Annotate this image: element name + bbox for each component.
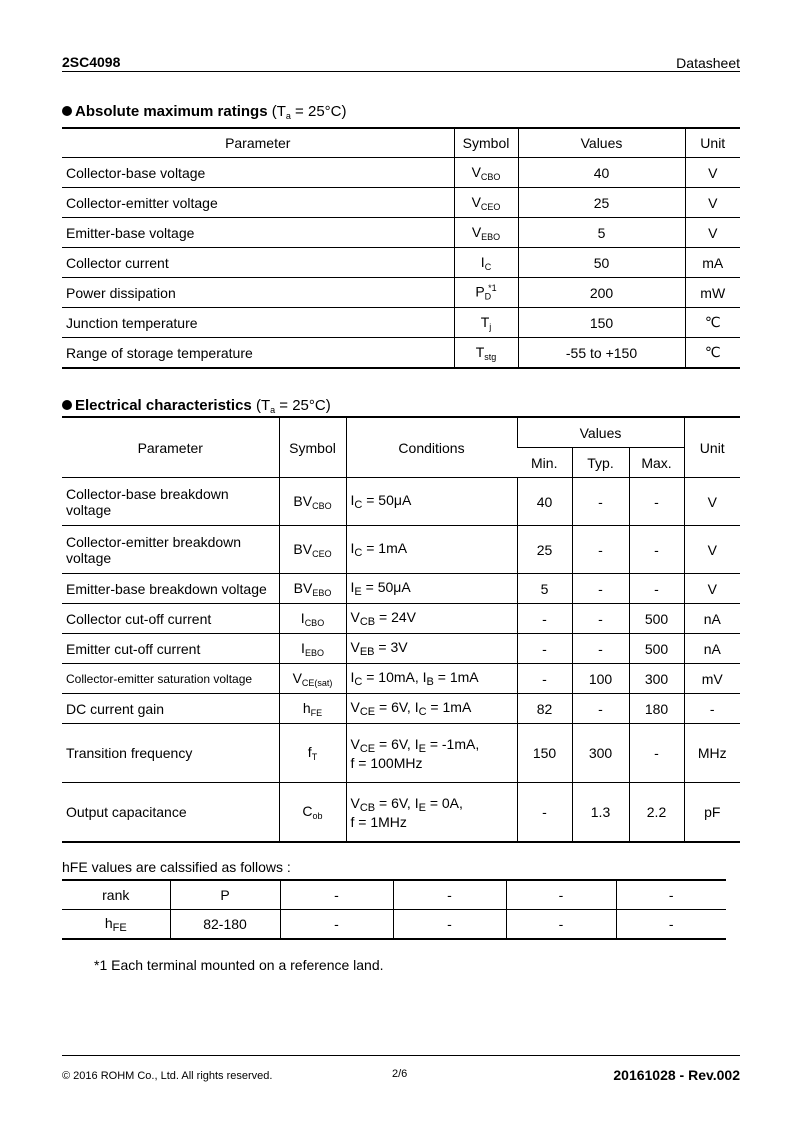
ec-unit: nA (684, 604, 740, 634)
symbol-subscript: CEO (312, 548, 332, 559)
symbol-base: I (480, 253, 485, 270)
hfe-subscript: FE (112, 921, 127, 934)
symbol-base: T (475, 343, 485, 360)
ec-unit: mV (684, 664, 740, 694)
footer-divider (62, 1055, 740, 1056)
symbol-subscript: EBO (312, 587, 332, 598)
symbol-base: I (300, 609, 305, 626)
ec-row (62, 664, 740, 694)
ec-conditions (346, 783, 517, 843)
condition-line (351, 736, 513, 755)
ec-conditions (346, 694, 517, 724)
ec-typ: - (572, 604, 629, 634)
amr-unit: V (685, 158, 740, 188)
amr-unit: V (685, 188, 740, 218)
ec-row (62, 724, 740, 783)
condition-subscript: C (354, 676, 363, 688)
condition-symbol: I (414, 794, 419, 811)
hfe-value-cell: - (280, 910, 393, 940)
ec-min: - (517, 604, 572, 634)
amr-unit: V (685, 218, 740, 248)
condition-subscript: C (354, 547, 363, 559)
ec-col-header: Values (517, 417, 684, 448)
hfe-value-cell: - (393, 910, 506, 940)
ec-unit: nA (684, 634, 740, 664)
ec-col-header: Unit (684, 417, 740, 478)
symbol-subscript: ob (312, 811, 323, 821)
symbol-subscript: CBO (312, 500, 332, 511)
condition-symbol: I (422, 669, 427, 685)
ec-max: 180 (629, 694, 684, 724)
amr-value: -55 to +150 (518, 338, 685, 369)
amr-row (62, 188, 740, 218)
amr-symbol (454, 158, 518, 188)
amr-parameter: Emitter-base voltage (62, 218, 454, 248)
symbol-superscript: *1 (488, 283, 497, 294)
symbol-base: P (475, 283, 485, 300)
condition-symbol: I (414, 699, 419, 715)
part-number: 2SC4098 (62, 54, 121, 70)
ec-conditions (346, 634, 517, 664)
condition-subscript: CB (359, 801, 376, 814)
condition-subscript: CB (359, 616, 376, 628)
symbol-subscript: FE (310, 707, 323, 718)
ec-symbol (279, 634, 346, 664)
ec-col-header: Typ. (572, 448, 629, 478)
condition-text: = 1mA (362, 540, 408, 556)
ec-typ: - (572, 526, 629, 574)
condition-text: = 6V, (375, 699, 415, 715)
symbol-base: V (292, 669, 302, 686)
ec-section-title: Electrical characteristics $(T_a = 25^\circ C)$ (62, 397, 331, 415)
condition-subscript: E (418, 742, 426, 755)
condition-subscript: C (354, 499, 363, 511)
absolute-max-ratings-table (62, 127, 740, 369)
symbol-subscript: CBO (480, 171, 501, 182)
symbol-base: I (301, 639, 305, 656)
condition-text: = 50μA (361, 579, 411, 595)
amr-value: 5 (518, 218, 685, 248)
hfe-value-row (62, 910, 726, 940)
hfe-label (62, 910, 170, 940)
ec-symbol (279, 664, 346, 694)
ec-min: - (517, 783, 572, 843)
amr-row (62, 278, 740, 308)
ec-unit: - (684, 694, 740, 724)
symbol-base: V (471, 223, 482, 240)
ec-min: 82 (517, 694, 572, 724)
ec-max: - (629, 574, 684, 604)
ec-typ: - (572, 574, 629, 604)
condition-symbol: V (350, 639, 360, 655)
amr-unit: mA (685, 248, 740, 278)
rank-cell: - (393, 880, 506, 910)
condition-subscript: EB (359, 646, 375, 658)
amr-value: 50 (518, 248, 685, 278)
ec-parameter: DC current gain (62, 694, 279, 724)
amr-symbol (454, 248, 518, 278)
ec-typ: - (572, 694, 629, 724)
condition-symbol: I (350, 579, 355, 595)
electrical-characteristics-table (62, 416, 740, 843)
doc-type: Datasheet (676, 55, 740, 71)
copyright: © 2016 ROHM Co., Ltd. All rights reserved. (62, 1070, 273, 1082)
condition-text: = 6V, (375, 735, 415, 752)
symbol-subscript: stg (484, 351, 497, 362)
symbol-subscript: C (484, 261, 492, 272)
hfe-rank-table (62, 879, 726, 940)
ec-symbol (279, 604, 346, 634)
ec-parameter: Emitter-base breakdown voltage (62, 574, 279, 604)
ec-unit: V (684, 574, 740, 604)
ec-min: - (517, 634, 572, 664)
ec-col-header: Conditions (346, 417, 517, 478)
condition-subscript: E (354, 586, 362, 598)
hfe-value-cell: - (616, 910, 726, 940)
amr-value: 200 (518, 278, 685, 308)
condition-text: = 50μA (362, 492, 412, 508)
page-number: 2/6 (392, 1068, 408, 1080)
condition-symbol: V (350, 699, 360, 715)
condition-text: = 3V (374, 639, 408, 655)
symbol-subscript: T (311, 752, 318, 762)
ec-col-header: Symbol (279, 417, 346, 478)
rank-label: rank (102, 887, 130, 903)
amr-symbol (454, 218, 518, 248)
ec-parameter: Emitter cut-off current (62, 634, 279, 664)
ec-conditions (346, 604, 517, 634)
amr-col-header: Values (518, 128, 685, 158)
amr-col-header: Symbol (454, 128, 518, 158)
symbol-base: V (471, 163, 481, 180)
ec-typ: 1.3 (572, 783, 629, 843)
revision: 20161028 - Rev.002 (613, 1067, 740, 1083)
amr-unit: ℃ (685, 338, 740, 369)
amr-section-title: Absolute maximum ratings $(T_a = 25^\circ C)$ (62, 103, 347, 121)
ec-header-row (62, 417, 740, 448)
symbol-base: BV (293, 540, 313, 557)
condition-line (351, 639, 513, 658)
hfe-value-cell: - (506, 910, 616, 940)
amr-value: 150 (518, 308, 685, 338)
symbol-base: f (307, 744, 312, 760)
condition-text: = 24V (375, 609, 416, 625)
amr-row (62, 248, 740, 278)
ec-parameter: Transition frequency (62, 724, 279, 783)
ec-row (62, 783, 740, 843)
ec-conditions (346, 664, 517, 694)
rank-cell: - (506, 880, 616, 910)
condition-line (351, 492, 513, 511)
symbol-base: T (480, 313, 490, 330)
condition-line: f = 1MHz (350, 813, 407, 830)
amr-symbol (454, 338, 518, 369)
amr-parameter: Collector-base voltage (62, 158, 454, 188)
condition-symbol: I (350, 540, 355, 556)
symbol-subscript: j (489, 321, 492, 332)
ec-parameter: Collector-emitter saturation voltage (62, 664, 279, 694)
amr-parameter: Junction temperature (62, 308, 454, 338)
ec-symbol (279, 574, 346, 604)
ec-parameter: Collector-emitter breakdown voltage (62, 526, 279, 574)
condition-symbol: V (350, 735, 360, 752)
symbol-base: V (471, 193, 481, 210)
symbol-base: h (302, 699, 311, 716)
footnote: *1 Each terminal mounted on a reference land. (94, 957, 384, 973)
amr-header-row (62, 128, 740, 158)
ec-row (62, 634, 740, 664)
condition-line (351, 795, 513, 814)
hfe-classification-note: hFE values are calssified as follows : (62, 859, 291, 875)
condition-line: f = 100MHz (350, 754, 423, 771)
condition-text: = 0A, (425, 794, 463, 811)
ec-unit: MHz (684, 724, 740, 783)
amr-symbol (454, 188, 518, 218)
ec-row (62, 604, 740, 634)
symbol-subscript: EBO (481, 231, 501, 242)
amr-value: 25 (518, 188, 685, 218)
condition-subscript: CE (359, 706, 376, 718)
condition-symbol: I (350, 492, 355, 508)
amr-parameter: Range of storage temperature (62, 338, 454, 369)
ec-unit: V (684, 526, 740, 574)
amr-symbol (454, 308, 518, 338)
ec-symbol (279, 724, 346, 783)
ec-row (62, 574, 740, 604)
symbol-subscript: D (484, 291, 492, 302)
rank-cell: - (280, 880, 393, 910)
amr-row (62, 308, 740, 338)
ec-max: - (629, 526, 684, 574)
condition-subscript: B (426, 676, 434, 688)
ec-unit: V (684, 478, 740, 526)
amr-symbol (454, 278, 518, 308)
condition-line (351, 579, 513, 598)
ec-parameter: Collector cut-off current (62, 604, 279, 634)
ec-typ: - (572, 634, 629, 664)
amr-row (62, 158, 740, 188)
condition-symbol: I (350, 669, 355, 685)
ec-max: 500 (629, 634, 684, 664)
condition-subscript: E (418, 801, 426, 814)
ec-col-header: Parameter (62, 417, 279, 478)
amr-col-header: Unit (685, 128, 740, 158)
ec-symbol (279, 478, 346, 526)
hfe-rank-row (62, 880, 726, 910)
symbol-base: C (302, 803, 313, 819)
header-divider (62, 71, 740, 72)
ec-conditions (346, 574, 517, 604)
rank-cell: - (616, 880, 726, 910)
ec-max: 2.2 (629, 783, 684, 843)
ec-conditions (346, 526, 517, 574)
condition-line (351, 609, 513, 628)
condition-line (351, 540, 513, 559)
symbol-subscript: EBO (304, 647, 324, 658)
amr-parameter: Collector current (62, 248, 454, 278)
condition-text: = 6V, (375, 794, 415, 811)
amr-parameter: Power dissipation (62, 278, 454, 308)
symbol-subscript: CE(sat) (301, 677, 333, 688)
ec-typ: - (572, 478, 629, 526)
condition-line (351, 699, 513, 718)
condition-text: = 1mA (426, 699, 472, 715)
condition-subscript: CE (359, 742, 376, 755)
symbol-base: BV (293, 579, 313, 596)
symbol-base: BV (293, 492, 313, 509)
amr-value: 40 (518, 158, 685, 188)
ec-conditions (346, 724, 517, 783)
ec-max: 300 (629, 664, 684, 694)
amr-row (62, 218, 740, 248)
ec-row (62, 526, 740, 574)
ec-min: 150 (517, 724, 572, 783)
bullet-icon (62, 400, 72, 410)
ec-unit: pF (684, 783, 740, 843)
condition-text: = 1mA (433, 669, 479, 685)
condition-symbol: I (414, 735, 419, 752)
ec-symbol (279, 694, 346, 724)
ec-parameter: Output capacitance (62, 783, 279, 843)
condition-line (351, 669, 513, 688)
amr-unit: ℃ (685, 308, 740, 338)
amr-col-header: Parameter (62, 128, 454, 158)
symbol-subscript: CBO (304, 617, 325, 628)
ec-min: - (517, 664, 572, 694)
condition-symbol: V (350, 609, 360, 625)
symbol-subscript: CEO (480, 201, 501, 212)
ec-parameter: Collector-base breakdown voltage (62, 478, 279, 526)
ec-max: - (629, 724, 684, 783)
hfe-value-cell: 82-180 (170, 910, 280, 940)
condition-text: = -1mA, (425, 735, 480, 752)
ec-symbol (279, 526, 346, 574)
ec-conditions (346, 478, 517, 526)
ec-max: 500 (629, 604, 684, 634)
condition-symbol: V (350, 794, 360, 811)
ec-typ: 300 (572, 724, 629, 783)
ec-typ: 100 (572, 664, 629, 694)
amr-row (62, 338, 740, 369)
ec-symbol (279, 783, 346, 843)
ec-min: 40 (517, 478, 572, 526)
ec-col-header: Min. (517, 448, 572, 478)
condition-subscript: C (418, 706, 427, 718)
ec-min: 5 (517, 574, 572, 604)
amr-parameter: Collector-emitter voltage (62, 188, 454, 218)
amr-unit: mW (685, 278, 740, 308)
ec-row (62, 694, 740, 724)
rank-cell: P (170, 880, 280, 910)
ec-col-header: Max. (629, 448, 684, 478)
ec-max: - (629, 478, 684, 526)
hfe-symbol: h (104, 914, 113, 931)
bullet-icon (62, 106, 72, 116)
ec-min: 25 (517, 526, 572, 574)
ec-row (62, 478, 740, 526)
condition-text: = 10mA, (362, 669, 423, 685)
